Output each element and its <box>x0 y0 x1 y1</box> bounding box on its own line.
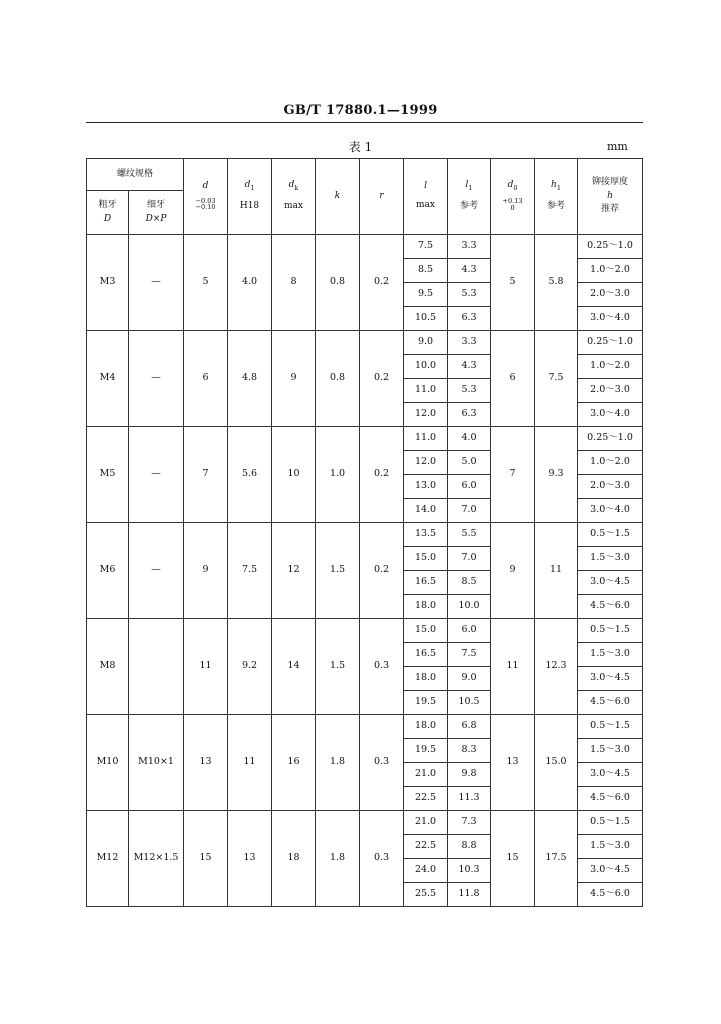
header-d0-symbol: d <box>507 180 514 191</box>
cell-k: 1.8 <box>316 811 360 907</box>
cell-h1: 17.5 <box>535 811 578 907</box>
header-coarse-label: 粗牙 <box>98 199 117 210</box>
cell-d1: 5.6 <box>228 427 272 523</box>
cell-r: 0.3 <box>360 811 404 907</box>
cell-h: 1.5～3.0 <box>578 835 643 859</box>
cell-dk: 8 <box>272 235 316 331</box>
cell-coarse: M10 <box>87 715 129 811</box>
cell-l: 12.0 <box>404 451 448 475</box>
header-k: k <box>316 159 360 235</box>
header-d1-note: H18 <box>239 200 260 211</box>
header-d1-symbol: d <box>244 180 251 191</box>
cell-h: 0.5～1.5 <box>578 715 643 739</box>
cell-l: 25.5 <box>404 883 448 907</box>
cell-d0: 5 <box>491 235 535 331</box>
cell-l: 8.5 <box>404 259 448 283</box>
cell-l1: 4.3 <box>448 259 491 283</box>
cell-coarse: M12 <box>87 811 129 907</box>
header-dk-note: max <box>284 200 303 211</box>
cell-l: 14.0 <box>404 499 448 523</box>
cell-l: 18.0 <box>404 595 448 619</box>
cell-l: 22.5 <box>404 787 448 811</box>
cell-l: 21.0 <box>404 763 448 787</box>
cell-d1: 7.5 <box>228 523 272 619</box>
cell-l: 10.0 <box>404 355 448 379</box>
cell-l1: 7.3 <box>448 811 491 835</box>
cell-h: 0.25～1.0 <box>578 331 643 355</box>
cell-d0: 7 <box>491 427 535 523</box>
table-row <box>87 235 643 259</box>
header-rule <box>86 122 643 123</box>
cell-h: 3.0～4.0 <box>578 307 643 331</box>
cell-l: 16.5 <box>404 643 448 667</box>
cell-l: 10.5 <box>404 307 448 331</box>
header-l <box>404 159 448 235</box>
cell-h: 1.0～2.0 <box>578 451 643 475</box>
cell-h1: 12.3 <box>535 619 578 715</box>
table-row <box>87 427 643 451</box>
cell-l: 15.0 <box>404 547 448 571</box>
cell-coarse: M4 <box>87 331 129 427</box>
cell-l: 9.0 <box>404 331 448 355</box>
cell-d: 6 <box>184 331 228 427</box>
cell-k: 1.5 <box>316 619 360 715</box>
cell-l: 24.0 <box>404 859 448 883</box>
table-row <box>87 331 643 355</box>
cell-l1: 9.8 <box>448 763 491 787</box>
cell-l1: 4.3 <box>448 355 491 379</box>
standard-header: GB/T 17880.1—1999 <box>283 103 438 118</box>
header-dk-symbol: d <box>288 180 295 191</box>
header-l1 <box>448 159 491 235</box>
cell-l: 16.5 <box>404 571 448 595</box>
cell-l: 11.0 <box>404 427 448 451</box>
table-row <box>87 523 643 547</box>
cell-coarse: M6 <box>87 523 129 619</box>
header-l-note: max <box>416 200 435 211</box>
cell-d1: 9.2 <box>228 619 272 715</box>
cell-l1: 9.0 <box>448 667 491 691</box>
header-dk <box>272 159 316 235</box>
cell-dk: 16 <box>272 715 316 811</box>
cell-d1: 4.8 <box>228 331 272 427</box>
cell-d: 5 <box>184 235 228 331</box>
cell-l: 13.5 <box>404 523 448 547</box>
cell-l: 22.5 <box>404 835 448 859</box>
cell-l1: 5.5 <box>448 523 491 547</box>
cell-l: 7.5 <box>404 235 448 259</box>
cell-r: 0.3 <box>360 619 404 715</box>
cell-d: 13 <box>184 715 228 811</box>
cell-h: 1.0～2.0 <box>578 259 643 283</box>
cell-h: 0.5～1.5 <box>578 811 643 835</box>
cell-l1: 7.0 <box>448 499 491 523</box>
cell-l1: 6.0 <box>448 475 491 499</box>
cell-l1: 6.3 <box>448 307 491 331</box>
header-h-symbol: h <box>607 190 613 201</box>
cell-dk: 10 <box>272 427 316 523</box>
cell-h: 1.5～3.0 <box>578 739 643 763</box>
cell-d0: 6 <box>491 331 535 427</box>
header-d-tol-upper: −0.03 <box>195 196 216 205</box>
cell-d0: 15 <box>491 811 535 907</box>
cell-l1: 8.8 <box>448 835 491 859</box>
cell-d1: 11 <box>228 715 272 811</box>
header-dk-sub: k <box>294 183 299 192</box>
table-row <box>87 715 643 739</box>
cell-h1: 5.8 <box>535 235 578 331</box>
cell-h: 3.0～4.5 <box>578 667 643 691</box>
cell-l1: 10.0 <box>448 595 491 619</box>
cell-l: 13.0 <box>404 475 448 499</box>
cell-h: 3.0～4.0 <box>578 499 643 523</box>
cell-l1: 7.5 <box>448 643 491 667</box>
cell-l1: 4.0 <box>448 427 491 451</box>
cell-h: 0.5～1.5 <box>578 619 643 643</box>
cell-h: 2.0～3.0 <box>578 379 643 403</box>
cell-l1: 10.3 <box>448 859 491 883</box>
cell-h: 1.5～3.0 <box>578 643 643 667</box>
cell-dk: 18 <box>272 811 316 907</box>
header-d0-tol-upper: +0.13 <box>502 197 523 206</box>
cell-l: 18.0 <box>404 667 448 691</box>
cell-fine <box>129 619 184 715</box>
cell-coarse: M3 <box>87 235 129 331</box>
table-row <box>87 811 643 835</box>
cell-h: 2.0～3.0 <box>578 283 643 307</box>
header-d-symbol: d <box>202 180 209 191</box>
cell-coarse: M5 <box>87 427 129 523</box>
header-fine-symbol: D×P <box>145 213 167 224</box>
cell-r: 0.3 <box>360 715 404 811</box>
header-d1 <box>228 159 272 235</box>
cell-h: 0.5～1.5 <box>578 523 643 547</box>
header-coarse-symbol: D <box>103 213 112 224</box>
header-d0-sub: 0 <box>513 184 518 193</box>
cell-h: 3.0～4.5 <box>578 859 643 883</box>
rivet-nut-spec-table <box>86 158 643 907</box>
cell-l: 21.0 <box>404 811 448 835</box>
cell-l: 18.0 <box>404 715 448 739</box>
header-fine <box>129 191 184 235</box>
cell-h: 1.5～3.0 <box>578 547 643 571</box>
cell-r: 0.2 <box>360 523 404 619</box>
cell-h: 4.5～6.0 <box>578 787 643 811</box>
cell-h1: 11 <box>535 523 578 619</box>
cell-l1: 11.8 <box>448 883 491 907</box>
cell-fine: M10×1 <box>129 715 184 811</box>
cell-h: 4.5～6.0 <box>578 595 643 619</box>
cell-l1: 5.3 <box>448 379 491 403</box>
cell-l1: 6.8 <box>448 715 491 739</box>
cell-fine: — <box>129 427 184 523</box>
cell-l: 12.0 <box>404 403 448 427</box>
cell-k: 1.5 <box>316 523 360 619</box>
header-d1-sub: 1 <box>250 183 255 192</box>
header-h-label: 铆接厚度 <box>592 176 629 187</box>
cell-l1: 11.3 <box>448 787 491 811</box>
header-h1 <box>535 159 578 235</box>
cell-dk: 9 <box>272 331 316 427</box>
cell-h: 4.5～6.0 <box>578 883 643 907</box>
cell-l: 19.5 <box>404 739 448 763</box>
table-unit: mm <box>607 140 628 153</box>
header-l-symbol: l <box>424 180 427 191</box>
cell-d: 15 <box>184 811 228 907</box>
cell-h1: 9.3 <box>535 427 578 523</box>
header-l1-note: 参考 <box>460 200 479 211</box>
cell-d: 9 <box>184 523 228 619</box>
cell-l1: 5.0 <box>448 451 491 475</box>
cell-l1: 10.5 <box>448 691 491 715</box>
cell-l: 9.5 <box>404 283 448 307</box>
cell-d0: 13 <box>491 715 535 811</box>
cell-fine: — <box>129 235 184 331</box>
cell-dk: 14 <box>272 619 316 715</box>
cell-l: 15.0 <box>404 619 448 643</box>
header-h-note: 推荐 <box>601 204 620 215</box>
header-h1-symbol: h <box>551 180 557 191</box>
cell-l1: 5.3 <box>448 283 491 307</box>
cell-l1: 8.5 <box>448 571 491 595</box>
cell-fine: M12×1.5 <box>129 811 184 907</box>
cell-k: 0.8 <box>316 235 360 331</box>
header-l1-symbol: l <box>465 180 469 191</box>
cell-k: 1.0 <box>316 427 360 523</box>
cell-d0: 9 <box>491 523 535 619</box>
cell-l1: 3.3 <box>448 331 491 355</box>
cell-k: 0.8 <box>316 331 360 427</box>
cell-fine: — <box>129 331 184 427</box>
cell-h1: 15.0 <box>535 715 578 811</box>
header-d <box>184 159 228 235</box>
cell-d1: 4.0 <box>228 235 272 331</box>
cell-l: 19.5 <box>404 691 448 715</box>
cell-h: 0.25～1.0 <box>578 235 643 259</box>
cell-d1: 13 <box>228 811 272 907</box>
cell-h: 1.0～2.0 <box>578 355 643 379</box>
cell-h: 3.0～4.5 <box>578 571 643 595</box>
table-row <box>87 619 643 643</box>
cell-h: 0.25～1.0 <box>578 427 643 451</box>
cell-l1: 8.3 <box>448 739 491 763</box>
header-h1-sub: 1 <box>556 183 561 192</box>
cell-dk: 12 <box>272 523 316 619</box>
cell-h: 2.0～3.0 <box>578 475 643 499</box>
cell-fine: — <box>129 523 184 619</box>
cell-l1: 6.0 <box>448 619 491 643</box>
cell-l1: 6.3 <box>448 403 491 427</box>
cell-h1: 7.5 <box>535 331 578 427</box>
cell-r: 0.2 <box>360 427 404 523</box>
header-r: r <box>360 159 404 235</box>
table-caption: 表 1 <box>348 140 373 154</box>
header-thread-spec: 螺纹规格 <box>87 159 184 191</box>
cell-l1: 7.0 <box>448 547 491 571</box>
spec-table-body <box>87 235 643 907</box>
header-d0 <box>491 159 535 235</box>
header-coarse <box>87 191 129 235</box>
cell-l: 11.0 <box>404 379 448 403</box>
header-l1-sub: 1 <box>468 183 473 192</box>
cell-h: 3.0～4.0 <box>578 403 643 427</box>
cell-h: 3.0～4.5 <box>578 763 643 787</box>
cell-d: 7 <box>184 427 228 523</box>
cell-coarse: M8 <box>87 619 129 715</box>
cell-k: 1.8 <box>316 715 360 811</box>
cell-r: 0.2 <box>360 331 404 427</box>
header-h1-note: 参考 <box>547 200 566 211</box>
header-d-tol-lower: −0.10 <box>195 203 216 212</box>
header-h <box>578 159 643 235</box>
header-fine-label: 细牙 <box>147 199 166 210</box>
cell-d0: 11 <box>491 619 535 715</box>
cell-d: 11 <box>184 619 228 715</box>
cell-l1: 3.3 <box>448 235 491 259</box>
cell-r: 0.2 <box>360 235 404 331</box>
header-d0-tol-lower: 0 <box>510 203 515 212</box>
cell-h: 4.5～6.0 <box>578 691 643 715</box>
